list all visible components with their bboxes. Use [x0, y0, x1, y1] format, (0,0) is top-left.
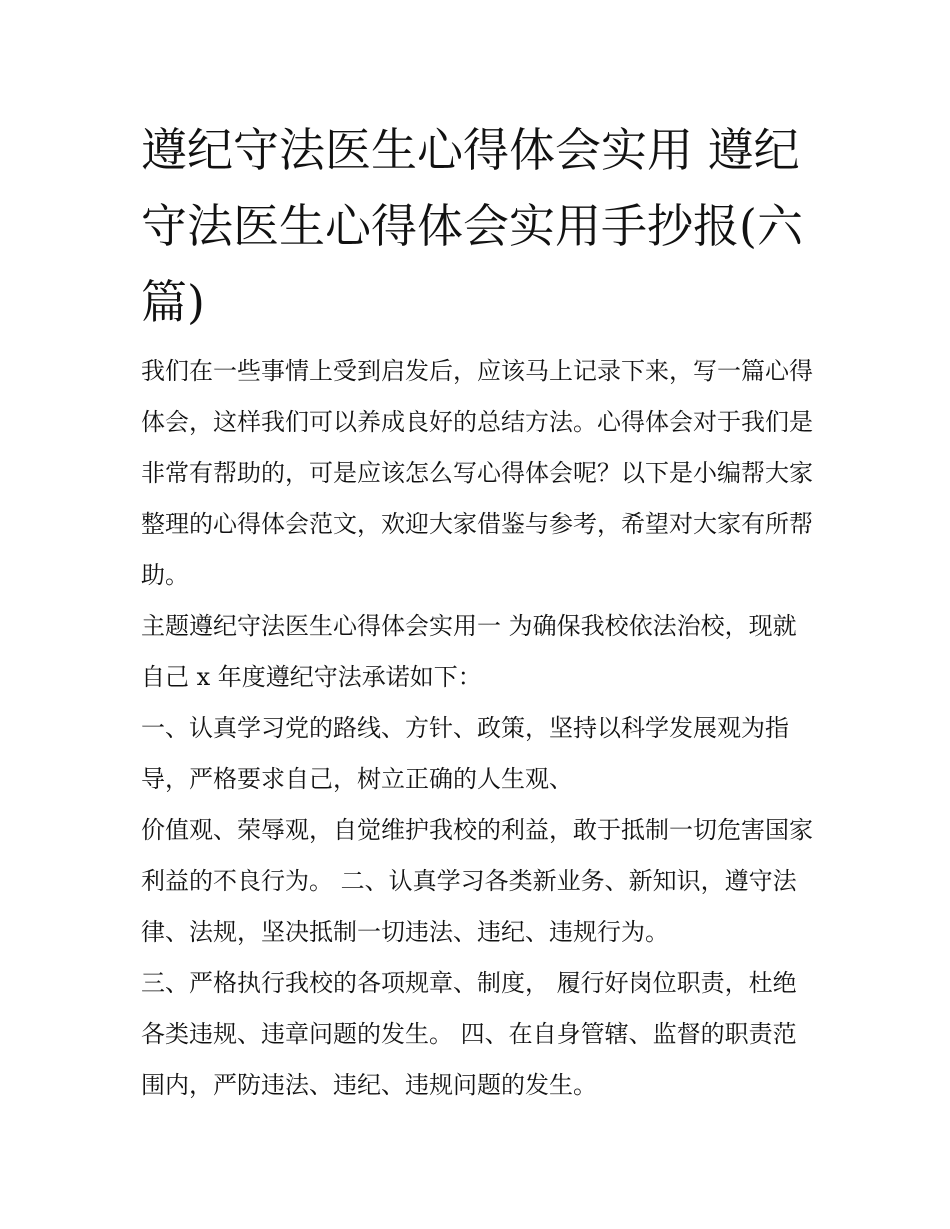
paragraph-intro: 我们在一些事情上受到启发后，应该马上记录下来，写一篇心得体会，这样我们可以养成良好的总结方法。心得体会对于我们是非常有帮助的，可是应该怎么写心得体会呢？以下是小编帮大家整理的心得体会范文，欢迎大家借鉴与参考，希望对大家有所帮助。	[141, 357, 813, 589]
document-title: 遵纪守法医生心得体会实用 遵纪守法医生心得体会实用手抄报(六篇)	[141, 123, 803, 329]
paragraph-theme: 主题遵纪守法医生心得体会实用一 为确保我校依法治校，现就自己 x 年度遵纪守法承诺如下：	[141, 612, 797, 691]
document-body	[141, 112, 813, 1111]
paragraph-item-2: 价值观、荣辱观，自觉维护我校的利益，敢于抵制一切危害国家利益的不良行为。 二、认真学习各类新业务、新知识，遵守法律、法规，坚决抵制一切违法、违纪、违规行为。	[141, 816, 813, 946]
paragraph-item-3: 三、严格执行我校的各项规章、制度， 履行好岗位职责，杜绝各类违规、违章问题的发生。 四、在自身管辖、监督的职责范围内，严防违法、违纪、违规问题的发生。	[141, 969, 797, 1099]
paragraph-item-1: 一、认真学习党的路线、方针、政策，坚持以科学发展观为指导，严格要求自己，树立正确的人生观、	[141, 714, 789, 793]
